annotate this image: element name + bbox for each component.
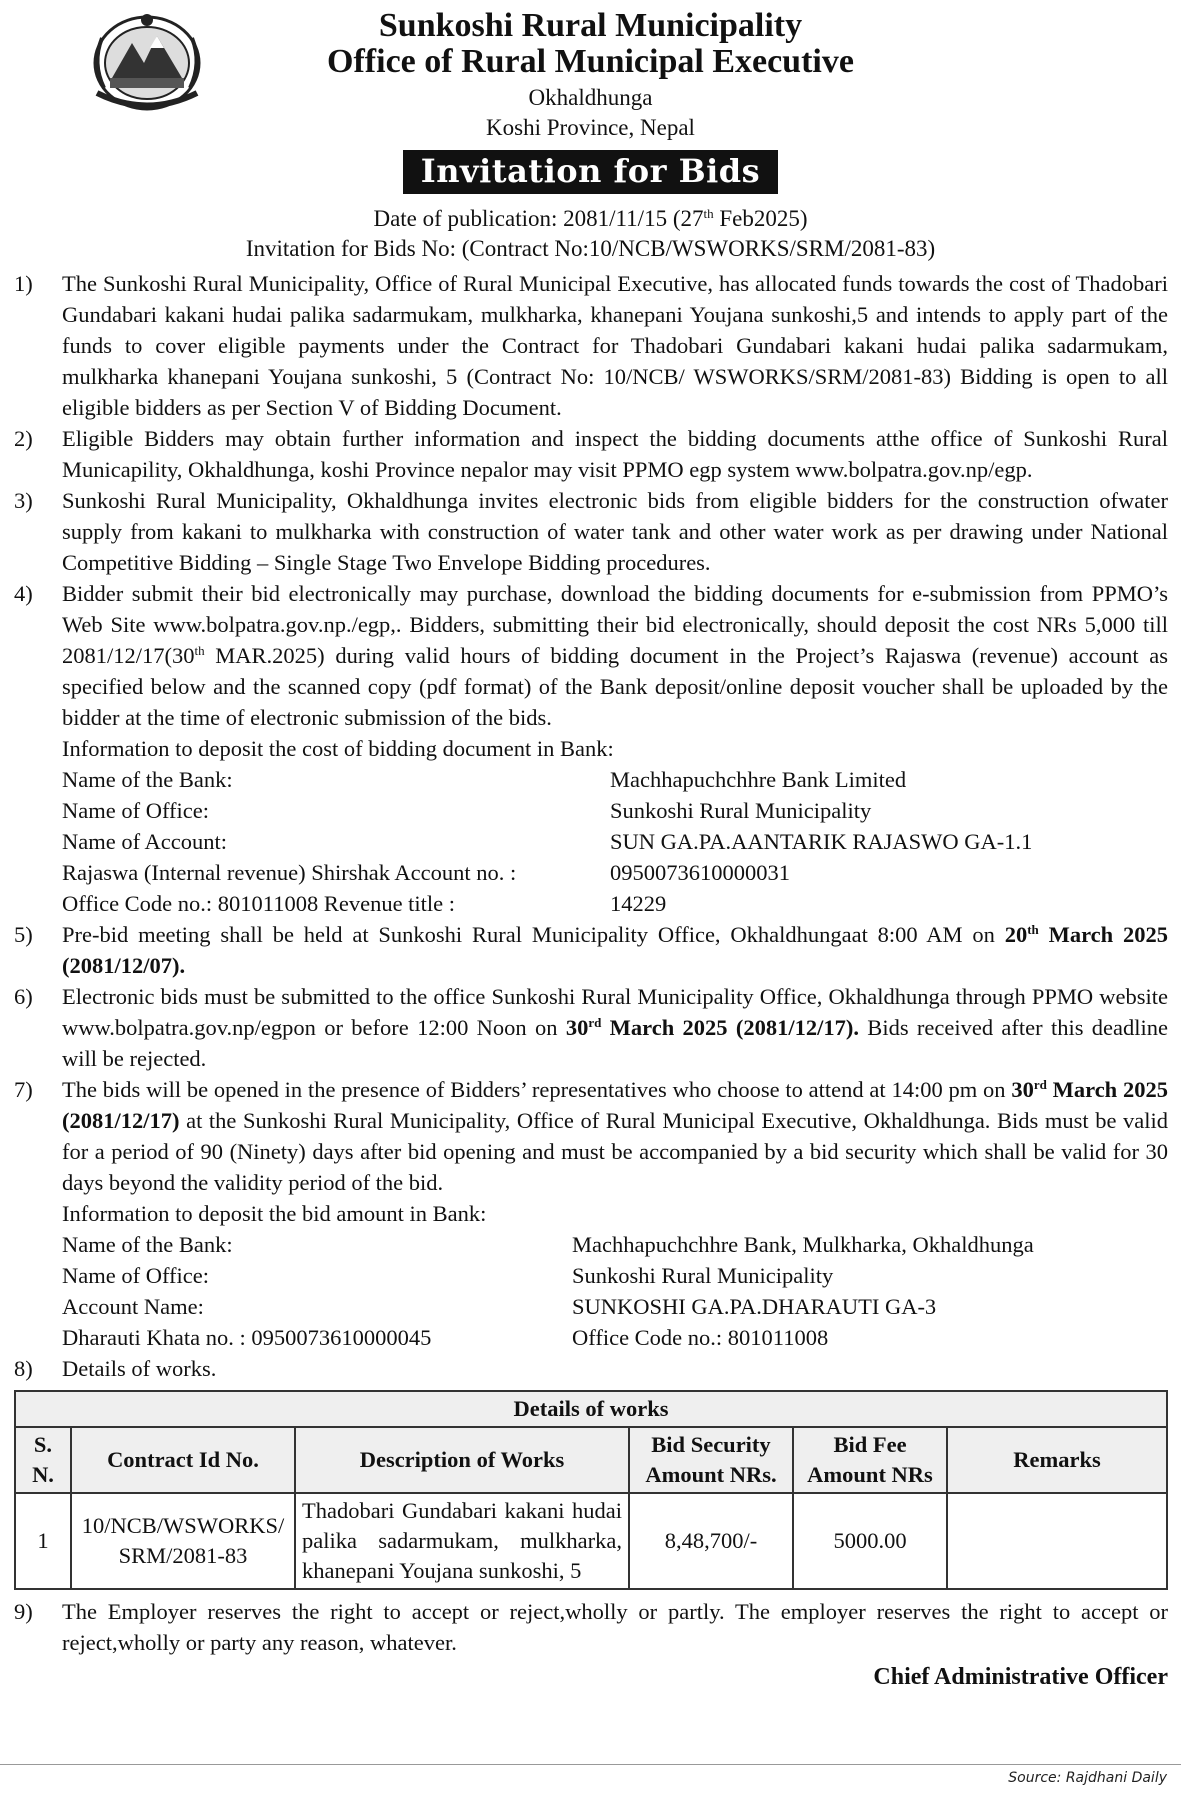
cell-contract: 10/NCB/WSWORKS/ SRM/2081-83 — [71, 1493, 295, 1589]
bank2-row: Name of the Bank: Machhapuchchhre Bank, Mulkharka, Okhaldhunga — [62, 1232, 1034, 1257]
col-header: S. N. — [15, 1427, 71, 1493]
bank1-row: Name of the Bank: Machhapuchchhre Bank Limited — [62, 767, 907, 792]
table-caption: Details of works — [15, 1391, 1167, 1427]
clause-4: 4) Bidder submit their bid electronically may purchase, download the bidding documents for e-submission from PPMO’s Web Site www.bolpatra.gov.np./egp,. Bidders, submitting their bid electronically, should deposit the cost NRs 5,000 till 2081/12/17(30th MAR.2025) during valid hours of bidding document in the Project’s Rajaswa (revenue) account as specified below and the scanned copy (pdf format) of the Bank deposit/online deposit voucher shall be uploaded by the bidder at the time of electronic submission of the bids. — [14, 581, 1168, 730]
clause-9: 9) The Employer reserves the right to accept or reject,wholly or partly. The employer reserves the right to accept or reject,wholly or party any reason, whatever. — [14, 1599, 1168, 1655]
col-header: Contract Id No. — [71, 1427, 295, 1493]
col-header: Bid Fee Amount NRs — [793, 1427, 947, 1493]
province: Koshi Province, Nepal — [486, 115, 695, 140]
clause-2: 2) Eligible Bidders may obtain further information and inspect the bidding documents atthe office of Sunkoshi Rural Municapility, Okhaldhunga, koshi Province nepalor may visit PPMO egp system www.bolpatra.gov.np/egp. — [14, 426, 1168, 482]
bank1-row: Office Code no.: 801011008 Revenue title : 14229 — [62, 891, 667, 916]
ifb-number: Invitation for Bids No: (Contract No:10/NCB/WSWORKS/SRM/2081-83) — [245, 236, 936, 261]
col-header: Description of Works — [295, 1427, 629, 1493]
notice-banner: Invitation for Bids — [403, 150, 778, 194]
bank2-row: Dharauti Khata no. : 0950073610000045 Office Code no.: 801011008 — [62, 1325, 829, 1350]
col-header: Remarks — [947, 1427, 1167, 1493]
cell-description: Thadobari Gundabari kakani hudai palika sadarmukam, mulkharka, khanepani Youjana sunkoshi, 5 — [295, 1493, 629, 1589]
bank1-row: Name of Office: Sunkoshi Rural Municipality — [62, 798, 872, 823]
cell-security: 8,48,700/- — [629, 1493, 793, 1589]
clause-5: 5) Pre-bid meeting shall be held at Sunkoshi Rural Municipality Office, Okhaldhungaat 8:00 AM on 20th March 2025 (2081/12/07). — [14, 922, 1168, 978]
municipality-name: Sunkoshi Rural Municipality — [378, 7, 803, 44]
district: Okhaldhunga — [528, 85, 653, 110]
office-name: Office of Rural Municipal Executive — [327, 43, 854, 80]
bank2-row: Account Name: SUNKOSHI GA.PA.DHARAUTI GA-3 — [62, 1294, 937, 1319]
table-row — [15, 1493, 1167, 1589]
signature: Chief Administrative Officer — [873, 1664, 1168, 1690]
works-table — [14, 1390, 1168, 1590]
clause-7: 7) The bids will be opened in the presence of Bidders’ representatives who choose to attend at 14:00 pm on 30rd March 2025 (2081/12/17) at the Sunkoshi Rural Municipality, Office of Rural Municipal Executive, Okhaldhunga. Bids must be valid for a period of 90 (Ninety) days after bid opening and must be accompanied by a bid security which shall be valid for 30 days beyond the validity period of the bid. — [14, 1077, 1168, 1195]
clause-6: 6) Electronic bids must be submitted to the office Sunkoshi Rural Municipality Office, Okhaldhunga through PPMO website www.bolpatra.gov.np/egpon or before 12:00 Noon on 30rd March 2025 (2081/12/17). Bids received after this deadline will be rejected. — [14, 984, 1168, 1071]
bank1-intro: Information to deposit the cost of bidding document in Bank: — [62, 736, 614, 761]
col-header: Bid Security Amount NRs. — [629, 1427, 793, 1493]
bank2-row: Name of Office: Sunkoshi Rural Municipality — [62, 1263, 834, 1288]
source-credit: Source: Rajdhani Daily — [1008, 1770, 1167, 1786]
bank1-row: Name of Account: SUN GA.PA.AANTARIK RAJASWO GA-1.1 — [62, 829, 1033, 854]
bank2-intro: Information to deposit the bid amount in Bank: — [62, 1201, 487, 1226]
cell-remarks — [947, 1493, 1167, 1589]
notice-body — [14, 268, 1168, 1693]
footer-rule — [0, 1764, 1181, 1765]
cell-fee: 5000.00 — [793, 1493, 947, 1589]
bank1-row: Rajaswa (Internal revenue) Shirshak Account no. : 0950073610000031 — [62, 860, 790, 885]
publication-date: Date of publication: 2081/11/15 (27th Feb2025) — [373, 206, 808, 231]
clause-1: 1) The Sunkoshi Rural Municipality, Office of Rural Municipal Executive, has allocated funds towards the cost of Thadobari Gundabari kakani hudai palika sadarmukam, mulkharka, khanepani Youjana sunkoshi,5 and intends to apply part of the funds to cover eligible payments under the Contract for Thadobari Gundabari kakani hudai palika sadarmukam, mulkharka khanepani Youjana sunkoshi, 5 (Contract No: 10/NCB/ WSWORKS/SRM/2081-83) Bidding is open to all eligible bidders as per Section V of Bidding Document. — [14, 271, 1168, 420]
clause-8: 8) Details of works. — [14, 1356, 217, 1381]
clause-3: 3) Sunkoshi Rural Municipality, Okhaldhunga invites electronic bids from eligible bidders for the construction ofwater supply from kakani to mulkharka with construction of water tank and other water work as per drawing under National Competitive Bidding – Single Stage Two Envelope Bidding procedures. — [14, 488, 1168, 575]
cell-sn: 1 — [15, 1493, 71, 1589]
